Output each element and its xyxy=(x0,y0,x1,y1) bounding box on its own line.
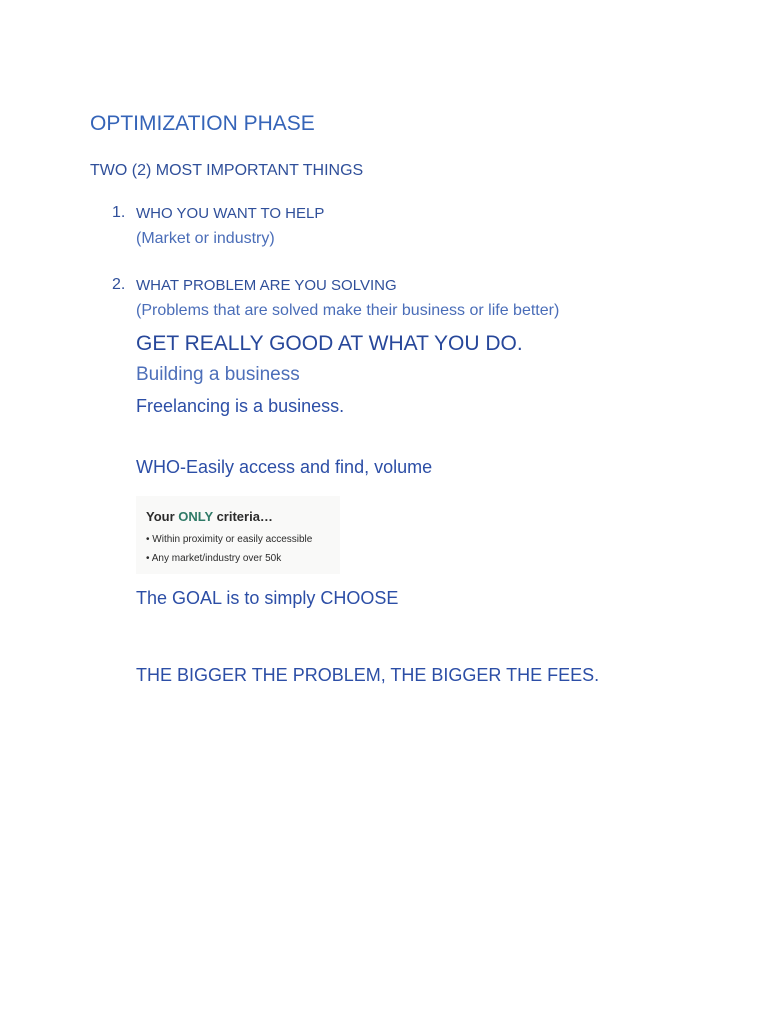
list-item-1-title: WHO YOU WANT TO HELP xyxy=(136,205,325,222)
criteria-title-accent: ONLY xyxy=(178,509,213,524)
criteria-bullet-1: • Within proximity or easily accessible xyxy=(146,534,313,545)
criteria-bullet-2: • Any market/industry over 50k xyxy=(146,553,282,564)
section-subtitle: TWO (2) MOST IMPORTANT THINGS xyxy=(90,162,364,179)
list-item-2-title: WHAT PROBLEM ARE YOU SOLVING xyxy=(136,277,397,294)
criteria-image xyxy=(136,496,340,574)
list-number-1: 1. xyxy=(112,204,126,221)
building-business-line: Building a business xyxy=(136,364,300,385)
list-number-2: 2. xyxy=(112,276,126,293)
freelancing-line: Freelancing is a business. xyxy=(136,396,345,416)
criteria-title-suffix: criteria… xyxy=(212,509,273,524)
who-line: WHO-Easily access and find, volume xyxy=(136,457,433,477)
bigger-problem-line: THE BIGGER THE PROBLEM, THE BIGGER THE FEES. xyxy=(136,665,600,685)
list-item-2-note: (Problems that are solved make their business or life better) xyxy=(136,302,560,319)
criteria-title xyxy=(146,509,273,524)
get-really-good-line: GET REALLY GOOD AT WHAT YOU DO. xyxy=(136,332,523,355)
criteria-title-prefix: Your xyxy=(146,509,179,524)
goal-line: The GOAL is to simply CHOOSE xyxy=(136,588,399,608)
page-title: OPTIMIZATION PHASE xyxy=(90,112,315,135)
list-item-1-note: (Market or industry) xyxy=(136,230,275,247)
